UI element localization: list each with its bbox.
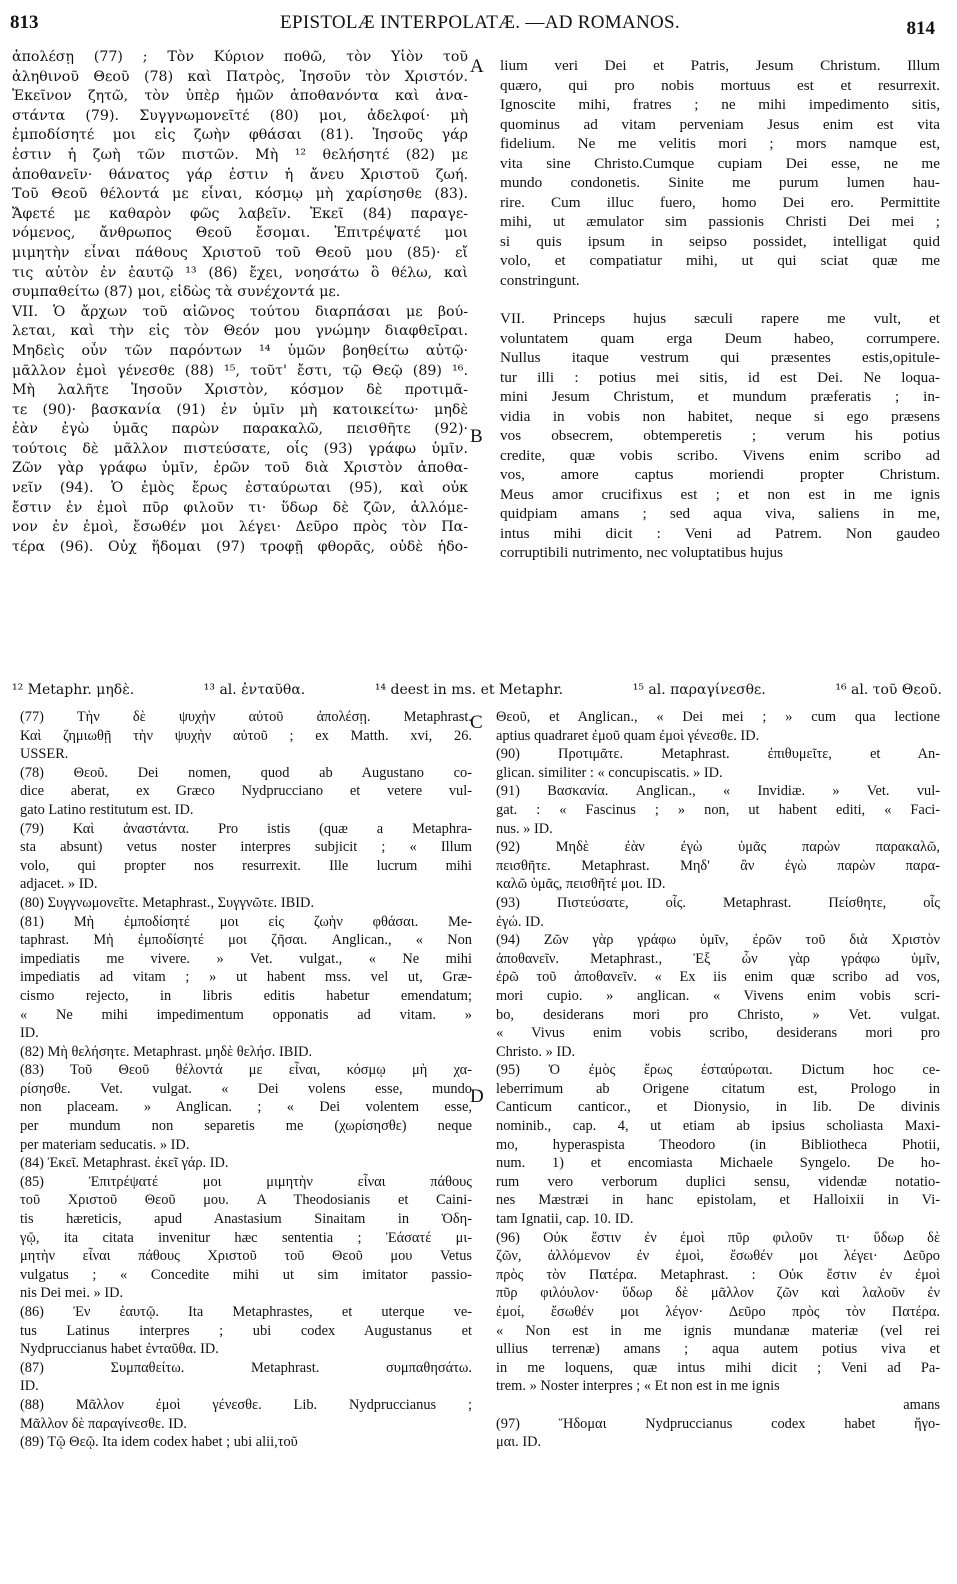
- text-line: vulgatus ; « Concedite mihi ut sim imitator passio-: [20, 1266, 472, 1283]
- text-line: impediatis me vivere. » Vet. vulgat., « Ne mihi: [20, 950, 472, 967]
- text-line: Ἐκεῖνον ζητῶ, τὸν ὑπὲρ ἡμῶν ἀποθανόντα καὶ ἀνα-: [12, 88, 468, 105]
- section-marker-a: A: [470, 56, 484, 77]
- text-line: ullius terrenæ) amans ; aqua autem potius viva et: [496, 1341, 940, 1358]
- text-line: vidia in vobis non habitet, neque si ego præsens: [500, 407, 940, 425]
- text-line: ἐστιν ἡ ζωὴ τῶν πιστῶν. Μὴ ¹² θελήσητέ (82) με: [12, 146, 468, 163]
- text-line: (91) Βασκανία. Anglican., « Invidiæ. » Vet. vul-: [496, 783, 940, 800]
- text-line: Καὶ ζημιωθῇ τὴν ψυχὴν αὐτοῦ ; ex Matth. xvi, 26.: [20, 727, 472, 744]
- text-line: ἔστιν ἐν ἐμοὶ πῦρ φιλοῦν τι· ὕδωρ δὲ ζῶν, ἁλλόμε-: [12, 499, 468, 516]
- text-line: trem. » Noster interpres ; « Et non est in me ignis: [496, 1378, 780, 1395]
- text-line: (78) Θεοῦ. Dei nomen, quod ab Augustano co-: [20, 764, 472, 781]
- text-line: ἐμποδίσητέ μοι εἰς ζωὴν φθάσαι (81). Ἰησοῦς γάρ: [12, 127, 468, 144]
- text-line: (77) Τὴν δὲ ψυχὴν αὐτοῦ ἀπολέσῃ. Metaphrast.: [20, 709, 472, 725]
- text-line: πρὸς τὸν Πατέρα. Metaphrast. : Οὐκ ἔστιν ἐν ἐμοὶ: [496, 1266, 940, 1283]
- text-line: (96) Οὐκ ἔστιν ἐν ἐμοὶ πῦρ φιλοῦν τι· ὕδωρ δὲ: [496, 1229, 940, 1246]
- text-line: πῦρ φιλόυλον· ὕδωρ δὲ μᾶλλον ζῶν καὶ λαλοῦν ἐν: [496, 1285, 940, 1302]
- text-line: bo, desiderans mori pro Christo, » Vet. vulgat.: [496, 1006, 940, 1023]
- text-line: intus mihi dicit : Veni ad Patrem. Non gaudeo: [500, 524, 940, 542]
- text-line: nus. » ID.: [496, 820, 553, 837]
- section-marker-c: C: [470, 712, 483, 733]
- variant-note: ¹⁴ deest in ms. et Metaphr.: [374, 682, 564, 698]
- text-line: [500, 290, 940, 309]
- text-line: Christo. » ID.: [496, 1043, 576, 1060]
- text-line: Nydpruccianus habet ἐνταῦθα. ID.: [20, 1341, 219, 1358]
- text-line: volo, qui propter nos resurrexit. Ille lucrum mihi: [20, 857, 472, 874]
- text-line: Ignoscite mihi, fratres ; ne mihi impedimento sitis,: [500, 96, 940, 113]
- text-line: tus Latinus interpres ; ubi codex Augustanus et: [20, 1322, 472, 1339]
- text-line: quæro, qui pro nobis mortuus est et resurrexit.: [500, 76, 940, 94]
- greek-text-column: [12, 48, 468, 557]
- text-line: rire. Cum illuc fuero, homo Dei ero. Permittite: [500, 193, 940, 211]
- text-line: nominib., cap. 4, ut etiam ab ipsius scholiasta Maxi-: [496, 1118, 940, 1135]
- text-line: καλῶ ὑμᾶς, πεισθῆτέ μοι. ID.: [496, 876, 666, 893]
- page-header: [10, 12, 935, 38]
- text-line: νεῖν (94). Ὁ ἐμὸς ἔρως ἐσταύρωται (95), καὶ οὐκ: [12, 480, 468, 497]
- text-line: (85) Ἐπιτρέψατέ μοι μιμητὴν εἶναι πάθους: [20, 1173, 472, 1190]
- text-line: Nullus itaque vestrum qui præsentes estis,opitule-: [500, 349, 940, 366]
- text-line: mundo condonetis. Sinite me purum lumen hau-: [500, 174, 940, 191]
- text-line: λεται, καὶ τὴν εἰς τὸν Θεόν μου γνώμην διαφθεῖραι.: [12, 323, 468, 340]
- text-line: (79) Καὶ ἀναστάντα. Pro istis (quæ a Metaphra-: [20, 820, 472, 837]
- notes-right-column: [496, 708, 940, 1452]
- variant-note: ¹⁵ al. παραγίνεσθε.: [632, 682, 766, 698]
- text-line: (89) Τῷ Θεῷ. Ita idem codex habet ; ubi alii,τοῦ: [20, 1434, 298, 1451]
- text-line: τις αὐτὸν ἐν ἑαυτῷ ¹³ (86) ἔχει, νοησάτω ὃ θέλω, καὶ: [12, 264, 468, 281]
- text-line: (82) Μὴ θελήσητε. Metaphrast. μηδὲ θελήσ. IBID.: [20, 1043, 313, 1060]
- text-line: Ζῶν γὰρ γράφω ὑμῖν, ἐρῶν τοῦ διὰ Χριστὸν ἀποθα-: [12, 460, 468, 477]
- text-line: « Vivus enim vobis scribo, desiderans mori pro: [496, 1025, 940, 1042]
- text-line: « Non est in me ignis mundanæ materiæ (vel rei: [496, 1322, 940, 1339]
- text-line: ἐρῶ τοῦ ἀποθανεῖν. « Ex iis enim quæ scribo ad vos,: [496, 969, 940, 986]
- text-line: τέρα (96). Οὐχ ἥδομαι (97) τροφῇ φθορᾶς, οὐδὲ ἡδο-: [12, 538, 468, 555]
- text-line: μητὴν εἶναι πάθους Χριστοῦ τοῦ Θεοῦ μου Vetus: [20, 1248, 472, 1265]
- text-line: πεισθῆτε. Metaphrast. Μηδ' ἂν ἐγὼ παρὼν παρα-: [496, 857, 940, 874]
- text-line: credite, quæ vobis scribo. Vivens enim scribo ad: [500, 446, 940, 464]
- text-line: (97) Ἥδομαι Nydpruccianus codex habet ἥγο-: [496, 1415, 940, 1432]
- section-marker-b: B: [470, 426, 483, 447]
- text-line: constringunt.: [500, 271, 580, 289]
- text-line: (86) Ἐν ἑαυτῷ. Ita Metaphrastes, et uterque ve-: [20, 1304, 472, 1320]
- text-line: Meus amor crucifixus est ; et non est in me ignis: [500, 485, 940, 503]
- text-line: vita sine Christo.Cumque cupiam Dei esse, ne me: [500, 154, 940, 172]
- text-line: quominus ad vitam perveniam Jesus enim est vita: [500, 115, 940, 133]
- text-line: ζῶν, ἁλλόμενον ἐν ἐμοὶ, ἔσωθέν μοι λέγει· Δεῦρο: [496, 1248, 940, 1265]
- text-line: νόμενος, ἄνθρωπος Θεοῦ ἔσομαι. Ἐπιτρέψατέ μοι: [12, 225, 468, 242]
- text-line: Μὴ λαλῆτε Ἰησοῦν Χριστὸν, κόσμον δὲ προτιμᾶ-: [12, 382, 468, 399]
- text-line: ἐὰν ἐγὼ ὑμᾶς παρὼν παρακαλῶ, πεισθῆτε (92)·: [12, 421, 468, 438]
- text-line: συμπαθείτω (87) μοι, εἰδὼς τὰ συνέχοντά με.: [12, 284, 341, 301]
- text-line: vos obsecrem, obtemperetis ; verum his potius: [500, 427, 940, 444]
- text-line: in me loquens, quæ intus mihi dicit ; Veni ad Pa-: [496, 1359, 940, 1376]
- text-line: dice aberat, ex Græco Nydprucciano et vetere vul-: [20, 783, 472, 800]
- text-line: mihi, ut æmulator sim passionis Christi Dei mei ;: [500, 213, 940, 230]
- text-line: nes Mæstræi in hanc epistolam, et Halloixii in Vi-: [496, 1192, 940, 1209]
- text-line: mori cupio. » anglican. « Vivens enim vobis scri-: [496, 987, 940, 1004]
- text-line: num. 1) et encomiasta Michaele Syngelo. De ho-: [496, 1155, 940, 1172]
- text-line: nis Dei mei. » ID.: [20, 1285, 124, 1302]
- text-line: vos, amore captus moriendi propter Christum.: [500, 466, 940, 483]
- text-line: VII. Princeps hujus sæculi rapere me vult, et: [500, 310, 940, 327]
- text-line: non placeam. » Anglican. ; « Dei volentem esse,: [20, 1099, 472, 1116]
- text-line: (83) Τοῦ Θεοῦ θέλοντά με εἶναι, κόσμῳ μὴ χα-: [20, 1062, 472, 1079]
- text-line: voluntatem quam erga Deum habeo, corrumpere.: [500, 329, 940, 347]
- running-title: EPISTOLÆ INTERPOLATÆ. —AD ROMANOS.: [280, 12, 680, 33]
- text-line: USSER.: [20, 746, 69, 763]
- text-line: tis hæreticis, apud Anastasium Sinaitam in Ὁδη-: [20, 1211, 472, 1228]
- text-line: sta absunt) vetus noster interpres subjicit ; « Illum: [20, 839, 472, 856]
- text-line: gato Latino restitutum est. ID.: [20, 801, 194, 818]
- text-line: amans: [903, 1396, 940, 1413]
- text-line: ἐμοί, ἔσωθέν μοι λέγον· Δεῦρο πρὸς τὸν Πατέρα.: [496, 1304, 940, 1320]
- text-line: ἀπολέσῃ (77) ; Τὸν Κύριον ποθῶ, τὸν Υἱὸν τοῦ: [12, 49, 468, 65]
- variant-note: ¹⁶ al. τοῦ Θεοῦ.: [835, 682, 942, 698]
- text-line: (88) Μᾶλλον ἐμοὶ γένεσθε. Lib. Nydpruccianus ;: [20, 1396, 472, 1413]
- text-line: μαι. ID.: [496, 1434, 542, 1451]
- text-line: τε (90)· βασκανία (91) ἐν ὑμῖν μὴ κατοικείτω· μηδὲ: [12, 401, 468, 418]
- text-line: (94) Ζῶν γὰρ γράφω ὑμῖν, ἐρῶν τοῦ διὰ Χριστὸν: [496, 932, 940, 949]
- text-line: (80) Συγγνωμονεῖτε. Metaphrast., Συγγνῶτε. IBID.: [20, 894, 315, 911]
- text-line: gat. : « Fascinus ; » non, ut habent editi, « Faci-: [496, 801, 940, 818]
- text-line: Μᾶλλον δὲ παραγίνεσθε. ID.: [20, 1415, 187, 1432]
- text-line: (87) Συμπαθείτω. Metaphrast. συμπαθησάτω.: [20, 1359, 472, 1376]
- text-line: mini Jesum Christum, et mundum præferatis ; in-: [500, 388, 940, 405]
- text-line: γῷ, ita citata invenitur hæc sententia ; Ἐάσατέ μι-: [20, 1229, 472, 1246]
- text-line: (92) Μηδὲ ἐὰν ἐγὼ ὑμᾶς παρὼν παρακαλῶ,: [496, 839, 940, 856]
- text-line: Ἄφετέ με καθαρὸν φῶς λαβεῖν. Ἐκεῖ (84) παραγε-: [12, 205, 468, 222]
- text-line: rum vero verborum duplici sensu, videndæ notatio-: [496, 1173, 940, 1190]
- variant-note: ¹³ al. ἐνταῦθα.: [203, 682, 306, 698]
- text-line: ἐγώ. ID.: [496, 913, 544, 930]
- text-line: τούτοις δὲ μᾶλλον πιστεύσατε, οἷς (93) γράφω ὑμῖν.: [12, 440, 468, 457]
- text-line: impediatis ad vitam ; » ut habent mss. vel ut, Græ-: [20, 969, 472, 986]
- text-line: cismo rejecto, in libris editis habetur emendatum;: [20, 987, 472, 1004]
- text-line: tur illi : potius mei sitis, id est Dei. Ne loqua-: [500, 368, 940, 386]
- text-line: ἀληθινοῦ Θεοῦ (78) καὶ Πατρὸς, Ἰησοῦν τὸν Χριστόν.: [12, 68, 468, 85]
- variant-note: ¹² Metaphr. μηδὲ.: [12, 682, 135, 698]
- text-line: « Ne mihi impedimentum opponatis ad vitam. »: [20, 1006, 472, 1023]
- text-line: ρίσησθε. Vet. vulgat. « Dei volens esse, mundo: [20, 1080, 472, 1097]
- text-line: Canticum canticor., et Dionysio, in lib. De divinis: [496, 1099, 940, 1116]
- text-line: lium veri Dei et Patris, Jesum Christum. Illum: [500, 57, 940, 74]
- text-line: μᾶλλον ἐμοὶ γένεσθε (88) ¹⁵, τοῦτ' ἔστι, τῷ Θεῷ (89) ¹⁶.: [12, 362, 468, 379]
- text-line: per materiam seducatis. » ID.: [20, 1136, 190, 1153]
- text-line: Μηδεὶς οὖν τῶν παρόντων ¹⁴ ὑμῶν βοηθείτω αὐτῷ·: [12, 342, 468, 359]
- page-number-left: 813: [10, 12, 39, 33]
- text-line: aptius quadraret ἐμοῦ quam ἐμοὶ γένεσθε. ID.: [496, 727, 760, 744]
- text-line: per mundum non separetis me (χωρίσησθε) neque: [20, 1118, 472, 1135]
- text-line: fidelium. Ne me velitis mori ; mors namque est,: [500, 135, 940, 152]
- text-line: τοῦ Χριστοῦ Θεοῦ μου. A Theodosianis et Caini-: [20, 1192, 472, 1209]
- text-line: volo, et compatiatur mihi, ut qui sciat quæ me: [500, 252, 940, 269]
- text-line: tam Ignatii, cap. 10. ID.: [496, 1211, 634, 1228]
- text-line: μιμητὴν εἶναι πάθους Χριστοῦ τοῦ Θεοῦ μου (85)· εἴ: [12, 244, 468, 261]
- text-line: mo, hyperaspista Theodoro (in Bibliotheca Photii,: [496, 1136, 940, 1153]
- text-line: (95) Ὁ ἐμὸς ἔρως ἐσταύρωται. Dictum hoc ce-: [496, 1062, 940, 1079]
- section-marker-d: D: [470, 1086, 484, 1107]
- text-line: ID.: [20, 1025, 39, 1042]
- text-line: ID.: [20, 1378, 39, 1395]
- text-line: corruptibili nutrimento, nec voluptatibus hujus: [500, 544, 784, 561]
- text-line: glican. similiter : « concupiscatis. » ID.: [496, 764, 723, 781]
- variant-footnotes: [12, 680, 942, 700]
- latin-text-column: [500, 56, 940, 563]
- text-line: si quis ipsum in seipso possidet, intelligat quid: [500, 232, 940, 250]
- text-line: ἀποθανεῖν. Metaphrast., Ἐξ ὧν γὰρ γράφω ὑμῖν,: [496, 950, 940, 967]
- text-line: quidpiam amans ; sed aqua viva, saliens in me,: [500, 505, 940, 522]
- text-line: νον ἐν ἐμοὶ, ἔσωθέν μοι λέγει· Δεῦρο πρὸς τὸν Πα-: [12, 519, 468, 536]
- text-line: Θεοῦ, et Anglican., « Dei mei ; » cum qua lectione: [496, 709, 940, 725]
- notes-left-column: [20, 708, 472, 1452]
- text-line: (81) Μὴ ἐμποδίσητέ μοι εἰς ζωὴν φθάσαι. Me-: [20, 913, 472, 930]
- text-line: adjacet. » ID.: [20, 876, 98, 893]
- page-number-right: 814: [906, 18, 935, 39]
- text-line: Τοῦ Θεοῦ θέλοντά με εἶναι, κόσμῳ μὴ χαρίσησθε (83).: [12, 186, 468, 203]
- text-line: (84) Ἐκεῖ. Metaphrast. ἐκεῖ γάρ. ID.: [20, 1155, 229, 1172]
- text-line: VII. Ὁ ἄρχων τοῦ αἰῶνος τούτου διαρπάσαι με βού-: [12, 303, 468, 320]
- text-line: (93) Πιστεύσατε, οἷς. Metaphrast. Πείσθητε, οἷς: [496, 894, 940, 911]
- text-line: taphrast. Μὴ ἐμποδίσητέ μοι ζῆσαι. Anglican., « Non: [20, 932, 472, 949]
- text-line: ἀποθανεῖν· θάνατος γάρ ἐστιν ἡ ἄνευ Χριστοῦ ζωή.: [12, 166, 468, 183]
- text-line: στάντα (79). Συγγνωμονεῖτέ (80) μοι, ἀδελφοί· μὴ: [12, 107, 468, 124]
- text-line: (90) Προτιμᾶτε. Metaphrast. ἐπιθυμεῖτε, et An-: [496, 746, 940, 763]
- text-line: leberrimum ab Origene citatum est, Prologo in: [496, 1080, 940, 1097]
